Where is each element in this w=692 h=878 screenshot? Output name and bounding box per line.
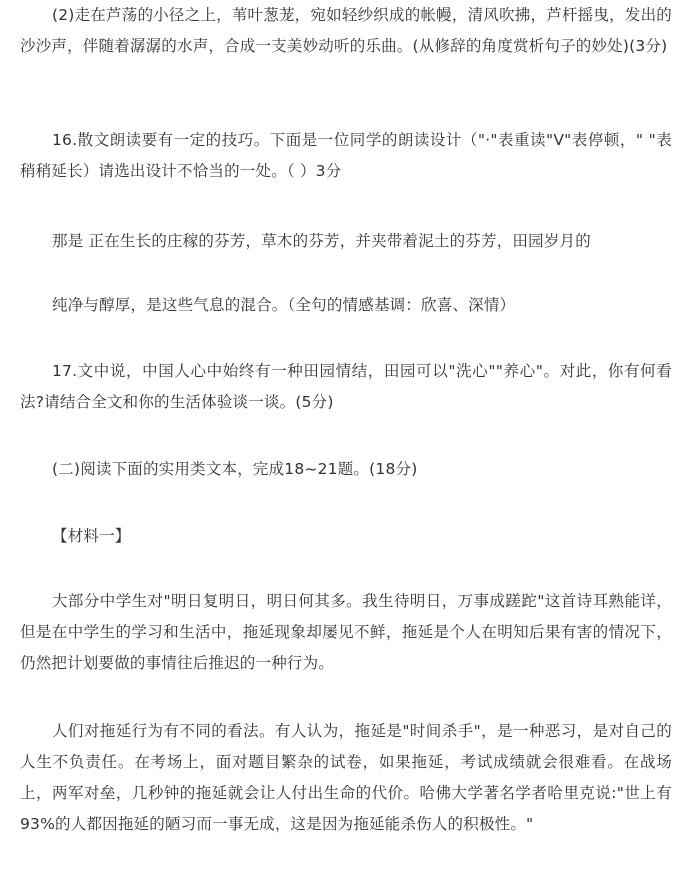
material-1-paragraph-1: 大部分中学生对"明日复明日，明日何其多。我生待明日，万事成蹉跎"这首诗耳熟能详，但是在中学生的学习和生活中，拖延现象却屡见不鲜，拖延是个人在明知后果有害的情况下，仍然把计划要做的事情往后推迟的一种行为。 bbox=[20, 592, 672, 672]
reading-design-line-1: 那是 正在生长的庄稼的芬芳，草木的芬芳，并夹带着泥土的芬芳，田园岁月的 bbox=[52, 232, 591, 250]
question-16: 16.散文朗读要有一定的技巧。下面是一位同学的朗读设计（"·"表重读"V"表停顿，" "表稍稍延长）请选出设计不恰当的一处。（ ）3分 bbox=[20, 131, 672, 180]
question-17: 17.文中说，中国人心中始终有一种田园情结，田园可以"洗心""养心"。对此，你有何看法?请结合全文和你的生活体验谈一谈。(5分) bbox=[20, 362, 672, 411]
section-2-heading: (二)阅读下面的实用类文本，完成18~21题。(18分) bbox=[52, 460, 418, 478]
material-1-heading: 【材料一】 bbox=[52, 527, 131, 545]
material-1-paragraph-2: 人们对拖延行为有不同的看法。有人认为，拖延是"时间杀手"，是一种恶习，是对自己的人生不负责任。在考场上，面对题目繁杂的试卷，如果拖延，考试成绩就会很难看。在战场上，两军对垒，几秒钟的拖延就会让人付出生命的代价。哈佛大学著名学者哈里克说:"世上有93%的人都因拖延的陋习而一事无成，这是因为拖延能杀伤人的积极性。" bbox=[20, 722, 672, 833]
reading-design-line-2: 纯净与醇厚，是这些气息的混合。（全句的情感基调：欣喜、深情） bbox=[52, 296, 516, 314]
question-15-2: (2)走在芦荡的小径之上，苇叶葱茏，宛如轻纱织成的帐幔，清风吹拂，芦杆摇曳，发出的沙沙声，伴随着潺潺的水声，合成一支美妙动听的乐曲。(从修辞的角度赏析句子的妙处)(3分) bbox=[20, 6, 672, 55]
